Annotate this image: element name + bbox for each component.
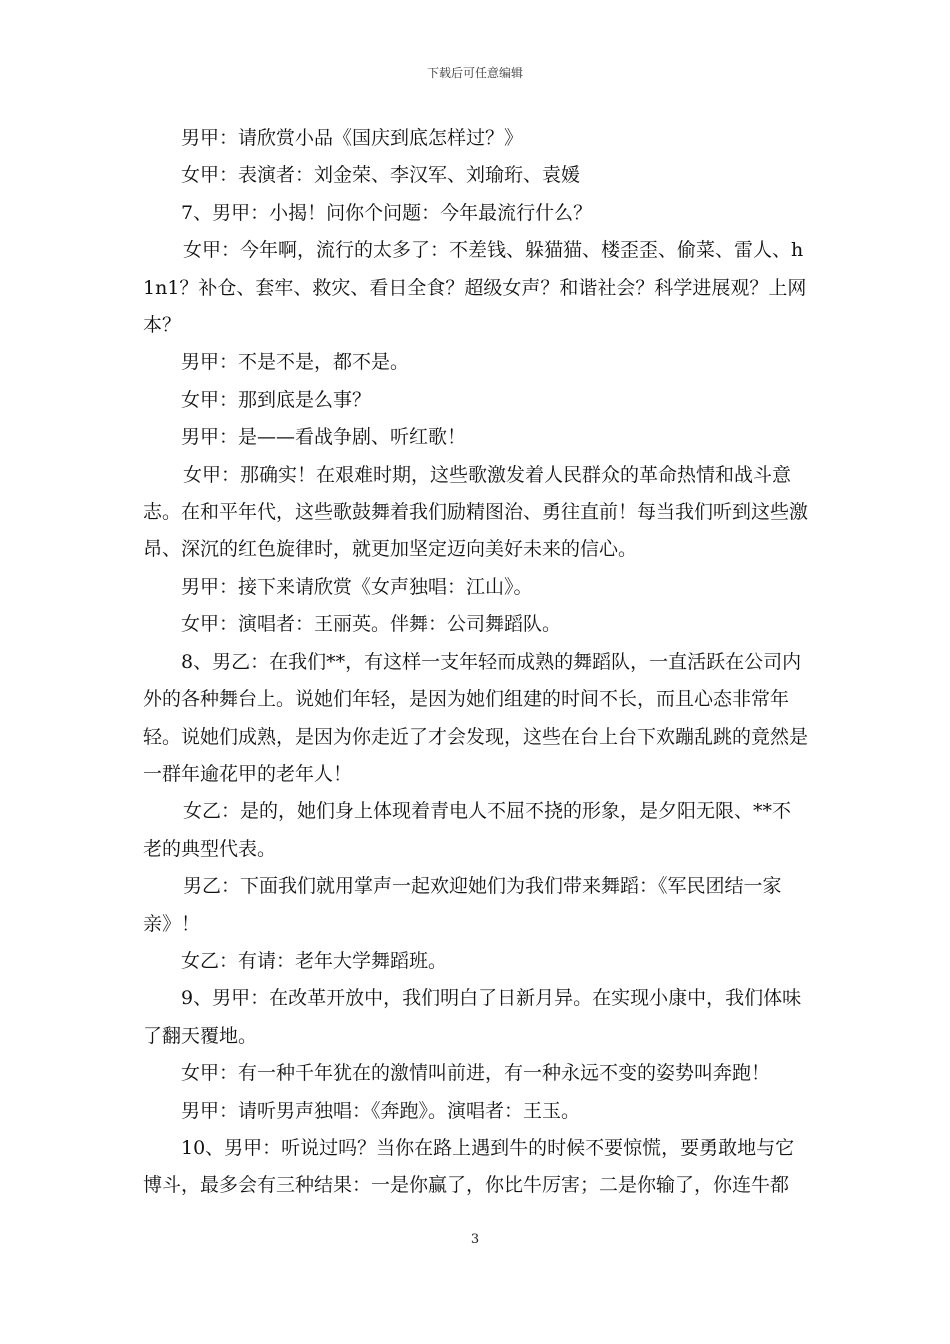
page-header-note: 下载后可任意编辑 bbox=[426, 66, 523, 80]
paragraph: 女乙：有请：老年大学舞蹈班。 bbox=[181, 949, 448, 972]
paragraph: 男甲：请欣赏小品《国庆到底怎样过？》 bbox=[181, 127, 524, 149]
paragraph: 女甲：演唱者：王丽英。伴舞：公司舞蹈队。 bbox=[181, 613, 562, 636]
paragraph: 10、男甲：听说过吗？当你在路上遇到牛的时候不要惊慌，要勇敢地与它博斗，最多会有三种结果：一是你赢了，你比牛厉害；二是你输了，你连牛都 bbox=[143, 1136, 795, 1197]
document-body bbox=[143, 120, 808, 1205]
paragraph: 7、男甲：小揭！问你个问题：今年最流行什么？ bbox=[181, 201, 593, 224]
paragraph: 男甲：是——看战争剧、听红歌！ bbox=[181, 426, 467, 449]
paragraph: 8、男乙：在我们**，有这样一支年轻而成熟的舞蹈队，一直活跃在公司内外的各种舞台上。说她们年轻，是因为她们组建的时间不长，而且心态非常年轻。说她们成熟，是因为你走近了才会发现，这些在台上台下欢蹦乱跳的竟然是一群年逾花甲的老年人！ bbox=[143, 650, 809, 785]
paragraph: 女甲：表演者：刘金荣、李汉军、刘瑜珩、袁媛 bbox=[181, 164, 581, 187]
paragraph: 9、男甲：在改革开放中，我们明白了日新月异。在实现小康中，我们体味了翻天覆地。 bbox=[143, 987, 802, 1047]
paragraph: 女甲：那确实！在艰难时期，这些歌激发着人民群众的革命热情和战斗意志。在和平年代，这些歌鼓舞着我们励精图治、勇往直前！每当我们听到这些激昂、深沉的红色旋律时，就更加坚定迈向美好未来的信心。 bbox=[143, 463, 809, 561]
paragraph: 女乙：是的，她们身上体现着青电人不屈不挠的形象，是夕阳无限、**不老的典型代表。 bbox=[143, 800, 792, 860]
paragraph: 男甲：请听男声独唱：《奔跑》。演唱者：王玉。 bbox=[181, 1099, 581, 1122]
paragraph: 女甲：那到底是么事？ bbox=[181, 388, 372, 411]
paragraph: 男乙：下面我们就用掌声一起欢迎她们为我们带来舞蹈：《军民团结一家亲》！ bbox=[143, 875, 782, 935]
page-number: 3 bbox=[470, 1232, 480, 1247]
paragraph: 女甲：有一种千年犹在的激情叫前进，有一种永远不变的姿势叫奔跑！ bbox=[181, 1062, 771, 1085]
paragraph: 男甲：接下来请欣赏《女声独唱：江山》。 bbox=[181, 575, 533, 598]
paragraph: 女甲：今年啊，流行的太多了：不差钱、躲猫猫、楼歪歪、偷菜、雷人、h1n1？补仓、套牢、救灾、看日全食？超级女声？和谐社会？科学进展观？上网本？ bbox=[143, 239, 807, 337]
paragraph: 男甲：不是不是，都不是。 bbox=[181, 351, 410, 374]
